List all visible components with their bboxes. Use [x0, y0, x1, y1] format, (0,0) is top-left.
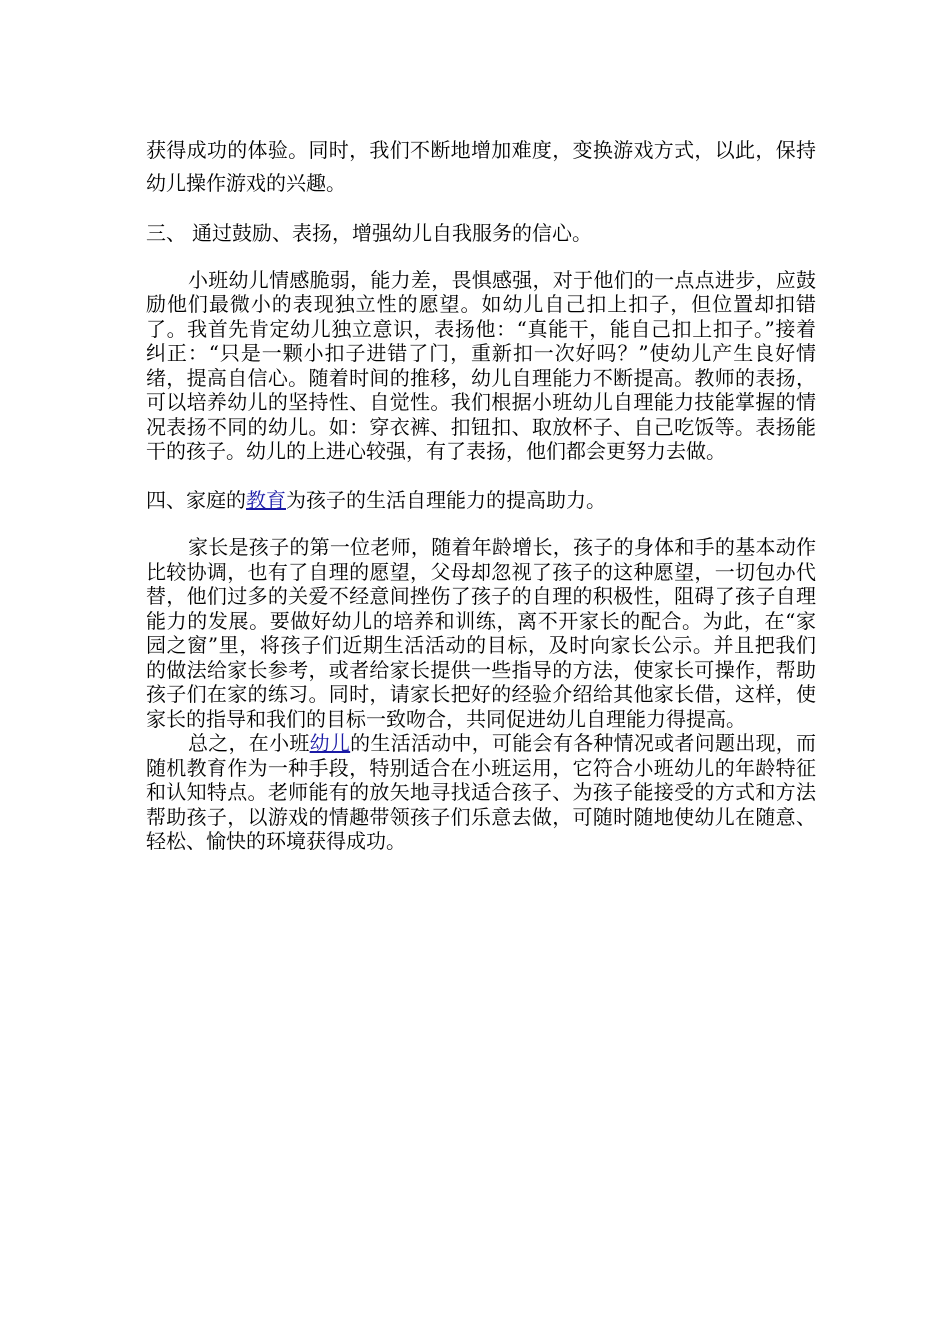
- section-4-suffix: 为孩子的生活自理能力的提高助力。: [286, 487, 606, 512]
- education-link[interactable]: 教育: [246, 487, 286, 512]
- section-3-title: 通过鼓励、表扬，增强幼儿自我服务的信心。: [192, 221, 592, 245]
- section-4-heading: [146, 488, 816, 513]
- document-page: [146, 134, 816, 854]
- section-3-paragraph: 小班幼儿情感脆弱，能力差，畏惧感强，对于他们的一点点进步，应鼓励他们最微小的表现独立性的愿望。如幼儿自己扣上扣子，但位置却扣错了。我首先肯定幼儿独立意识，表扬他：“真能干，能自己扣上扣子。”接着纠正：“只是一颗小扣子进错了门，重新扣一次好吗？”使幼儿产生良好情绪，提高自信心。随着时间的推移，幼儿自理能力不断提高。教师的表扬，可以培养幼儿的坚持性、自觉性。我们根据小班幼儿自理能力技能掌握的情况表扬不同的幼儿。如：穿衣裤、扣钮扣、取放杯子、自己吃饭等。表扬能干的孩子。幼儿的上进心较强，有了表扬，他们都会更努力去做。: [146, 267, 816, 463]
- summary-suffix: 的生活活动中，可能会有各种情况或者问题出现，而随机教育作为一种手段，特别适合在小班运用，它符合小班幼儿的年龄特征和认知特点。老师能有的放矢地寻找适合孩子、为孩子能接受的方式和方法帮助孩子，以游戏的情趣带领孩子们乐意去做，可随时随地使幼儿在随意、轻松、愉快的环境获得成功。: [146, 731, 817, 853]
- section-4-prefix: 四、家庭的: [146, 487, 246, 512]
- summary-paragraph: [146, 731, 816, 854]
- children-link[interactable]: 幼儿: [309, 731, 351, 755]
- section-3-number: 三、: [146, 221, 186, 245]
- intro-paragraph: 获得成功的体验。同时，我们不断地增加难度，变换游戏方式，以此，保持幼儿操作游戏的兴趣。: [146, 138, 816, 195]
- section-4-paragraph: 家长是孩子的第一位老师，随着年龄增长，孩子的身体和手的基本动作比较协调，也有了自理的愿望，父母却忽视了孩子的这种愿望，一切包办代替，他们过多的关爱不经意间挫伤了孩子的自理的积极性，阻碍了孩子自理能力的发展。要做好幼儿的培养和训练，离不开家长的配合。为此，在“家园之窗”里，将孩子们近期生活活动的目标，及时向家长公示。并且把我们的做法给家长参考，或者给家长提供一些指导的方法，使家长可操作，帮助孩子们在家的练习。同时，请家长把好的经验介绍给其他家长借，这样，使家长的指导和我们的目标一致吻合，共同促进幼儿自理能力得提高。: [146, 535, 816, 731]
- section-3-heading: [146, 221, 816, 246]
- summary-prefix: 总之，在小班: [188, 731, 310, 755]
